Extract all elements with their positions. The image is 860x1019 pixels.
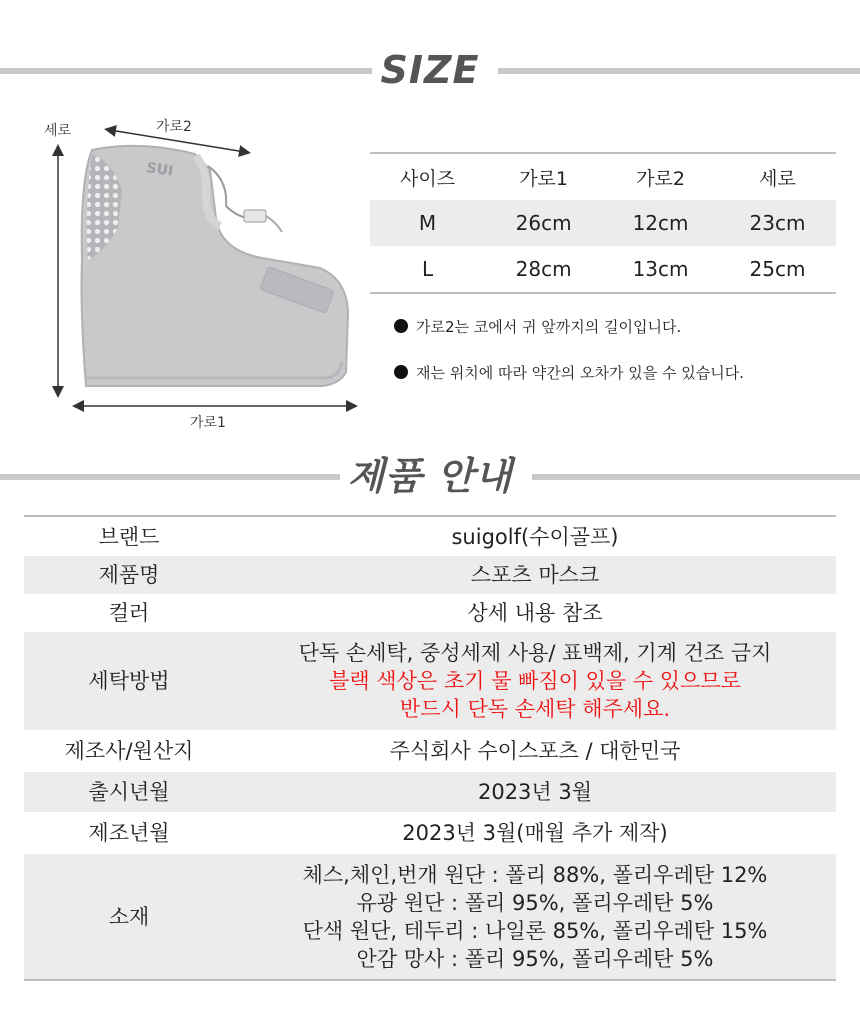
size-cell: 26cm <box>485 200 602 246</box>
info-value: suigolf(수이골프) <box>234 516 836 556</box>
info-value: 2023년 3월 <box>234 772 836 812</box>
info-key: 소재 <box>24 854 234 980</box>
info-value <box>234 854 836 980</box>
size-cell: M <box>370 200 485 246</box>
info-row-material <box>24 854 836 980</box>
info-value <box>234 632 836 730</box>
info-row-brand <box>24 516 836 556</box>
info-row-manufacture-date <box>24 812 836 854</box>
size-cell: 13cm <box>602 246 719 293</box>
info-section-header <box>0 456 860 496</box>
washing-instruction: 단독 손세탁, 중성세제 사용/ 표백제, 기계 건조 금지 <box>298 641 772 665</box>
material-line: 체스,체인,번개 원단 : 폴리 88%, 폴리우레탄 12% <box>302 862 768 887</box>
size-table <box>370 152 836 294</box>
size-title: SIZE <box>380 48 480 92</box>
info-key: 제조년월 <box>88 821 170 845</box>
info-key: 세탁방법 <box>24 632 234 730</box>
washing-warning: 블랙 색상은 초기 물 빠짐이 있을 수 있으므로 <box>329 669 741 693</box>
size-section-header <box>0 50 860 90</box>
info-value: 주식회사 수이스포츠 / 대한민국 <box>389 739 681 763</box>
info-row-manufacturer <box>24 730 836 772</box>
size-table-header <box>370 153 836 200</box>
size-notes <box>394 316 744 408</box>
size-cell: 23cm <box>719 200 836 246</box>
size-row-l <box>370 246 836 293</box>
info-key: 컬러 <box>108 601 150 625</box>
info-key: 브랜드 <box>24 516 234 556</box>
header-cell: 가로1 <box>485 153 602 200</box>
size-cell: 12cm <box>602 200 719 246</box>
note-text: 가로2는 코에서 귀 앞까지의 길이입니다. <box>416 318 682 336</box>
washing-warning: 반드시 단독 손세탁 해주세요. <box>399 697 671 721</box>
info-value: 2023년 3월(매월 추가 제작) <box>402 821 668 845</box>
size-row-m <box>370 200 836 246</box>
material-line: 단색 원단, 테두리 : 나일론 85%, 폴리우레탄 15% <box>302 918 768 943</box>
info-value: 스포츠 마스크 <box>234 556 836 594</box>
info-key: 제조사/원산지 <box>64 739 194 763</box>
bullet-icon <box>394 365 408 379</box>
width2-label: 가로2 <box>156 119 192 135</box>
width1-label: 가로1 <box>190 415 226 431</box>
info-value: 상세 내용 참조 <box>467 601 603 625</box>
info-row-release-date <box>24 772 836 812</box>
header-cell: 가로2 <box>602 153 719 200</box>
info-key: 출시년월 <box>24 772 234 812</box>
info-key: 제품명 <box>24 556 234 594</box>
svg-text:SUI: SUI <box>145 160 175 180</box>
mask-illustration <box>30 110 360 430</box>
mask-size-diagram <box>30 110 360 430</box>
material-line: 안감 망사 : 폴리 95%, 폴리우레탄 5% <box>356 946 714 971</box>
note-item <box>394 362 744 408</box>
size-cell: L <box>370 246 485 293</box>
note-item <box>394 316 744 362</box>
size-cell: 28cm <box>485 246 602 293</box>
height-label: 세로 <box>44 123 72 139</box>
header-cell: 사이즈 <box>370 153 485 200</box>
material-line: 유광 원단 : 폴리 95%, 폴리우레탄 5% <box>356 890 714 915</box>
info-row-color <box>24 594 836 632</box>
header-cell: 세로 <box>719 153 836 200</box>
size-cell: 25cm <box>719 246 836 293</box>
note-text: 재는 위치에 따라 약간의 오차가 있을 수 있습니다. <box>416 364 744 382</box>
info-row-washing <box>24 632 836 730</box>
info-title: 제품 안내 <box>347 454 513 498</box>
info-row-product-name <box>24 556 836 594</box>
product-info-table <box>24 515 836 981</box>
bullet-icon <box>394 319 408 333</box>
